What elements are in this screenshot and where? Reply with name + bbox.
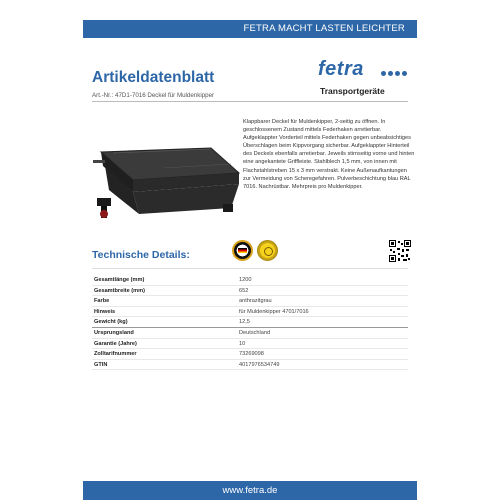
spec-label: Zolltarifnummer (94, 351, 137, 358)
spec-row (92, 339, 408, 350)
technical-divider (92, 268, 408, 269)
spec-label: Hinweis (94, 308, 116, 315)
technical-details-heading: Technische Details: (92, 249, 190, 261)
spec-label: Gewicht (kg) (94, 319, 128, 326)
quality-seal-badge-icon (257, 240, 278, 261)
spec-value: 1200 (239, 277, 252, 283)
datasheet-page (83, 0, 417, 500)
spec-value: 10 (239, 340, 246, 347)
spec-value: 4017976534749 (239, 361, 280, 368)
footer-banner (83, 481, 417, 500)
product-image (93, 118, 243, 218)
spec-row (92, 307, 408, 318)
spec-value: anthrazitgrau (239, 298, 272, 305)
specs-table (92, 275, 408, 370)
spec-value: 652 (239, 287, 249, 294)
website-link[interactable]: www.fetra.de (222, 485, 278, 496)
title-divider (92, 101, 408, 102)
logo-dots-icon (381, 71, 407, 76)
made-in-germany-badge-icon (232, 240, 253, 261)
product-description: Klappbarer Deckel für Muldenkipper, 2-seitig zu öffnen. In geschlossenem Zustand mittels Federhaken arretierbar. Aufgeklappter Vorderteil mittels Federhaken gegen unbeabsichtiges Überschlagen beim Kippvorgang sicherbar. Aufgeklappter Hinterteil des Deckels ebenfalls arretierbar. Jeweils stirnseitig vorne und hinten eine angekantete Griffleiste. Stahlblech 1,5 mm, von innen mit Flachstahlstreben 15 x 3 mm verstrakt. Keine Außenaufkantungen zur Vermeidung von Scheregefahren. Pulverbeschichtung blau RAL 7016. Nachrüstbar. Mehrpreis pro Muldenkipper. (243, 119, 415, 190)
spec-row (92, 317, 408, 328)
fetra-logo (318, 58, 410, 98)
spec-label: Ursprungsland (94, 329, 134, 336)
spec-row (92, 296, 408, 307)
spec-value: 12,5 (239, 319, 250, 326)
spec-row (92, 286, 408, 297)
logo-wordmark: fetra (318, 58, 364, 80)
spec-label: Gesamtlänge (mm) (94, 277, 145, 283)
spec-value: für Muldenkipper 4701/7016 (239, 308, 309, 315)
quality-badges (232, 240, 278, 261)
spec-label: GTIN (94, 361, 108, 368)
spec-value: 73269098 (239, 351, 264, 358)
spec-label: Farbe (94, 298, 110, 305)
spec-row (92, 275, 408, 286)
spec-value: Deutschland (239, 329, 271, 336)
slogan-text: FETRA MACHT LASTEN LEICHTER (243, 23, 405, 34)
spec-label: Gesamtbreite (mm) (94, 287, 145, 294)
spec-row (92, 328, 408, 339)
qr-code-icon (389, 240, 411, 262)
slogan-banner (83, 20, 417, 38)
spec-row (92, 360, 408, 371)
document-title: Artikeldatenblatt (92, 69, 215, 86)
spec-row (92, 349, 408, 360)
logo-tagline: Transportgeräte (320, 86, 385, 96)
spec-label: Garantie (Jahre) (94, 340, 137, 347)
article-number: Art.-Nr.: 47D1-7016 Deckel für Muldenkipper (92, 92, 215, 99)
